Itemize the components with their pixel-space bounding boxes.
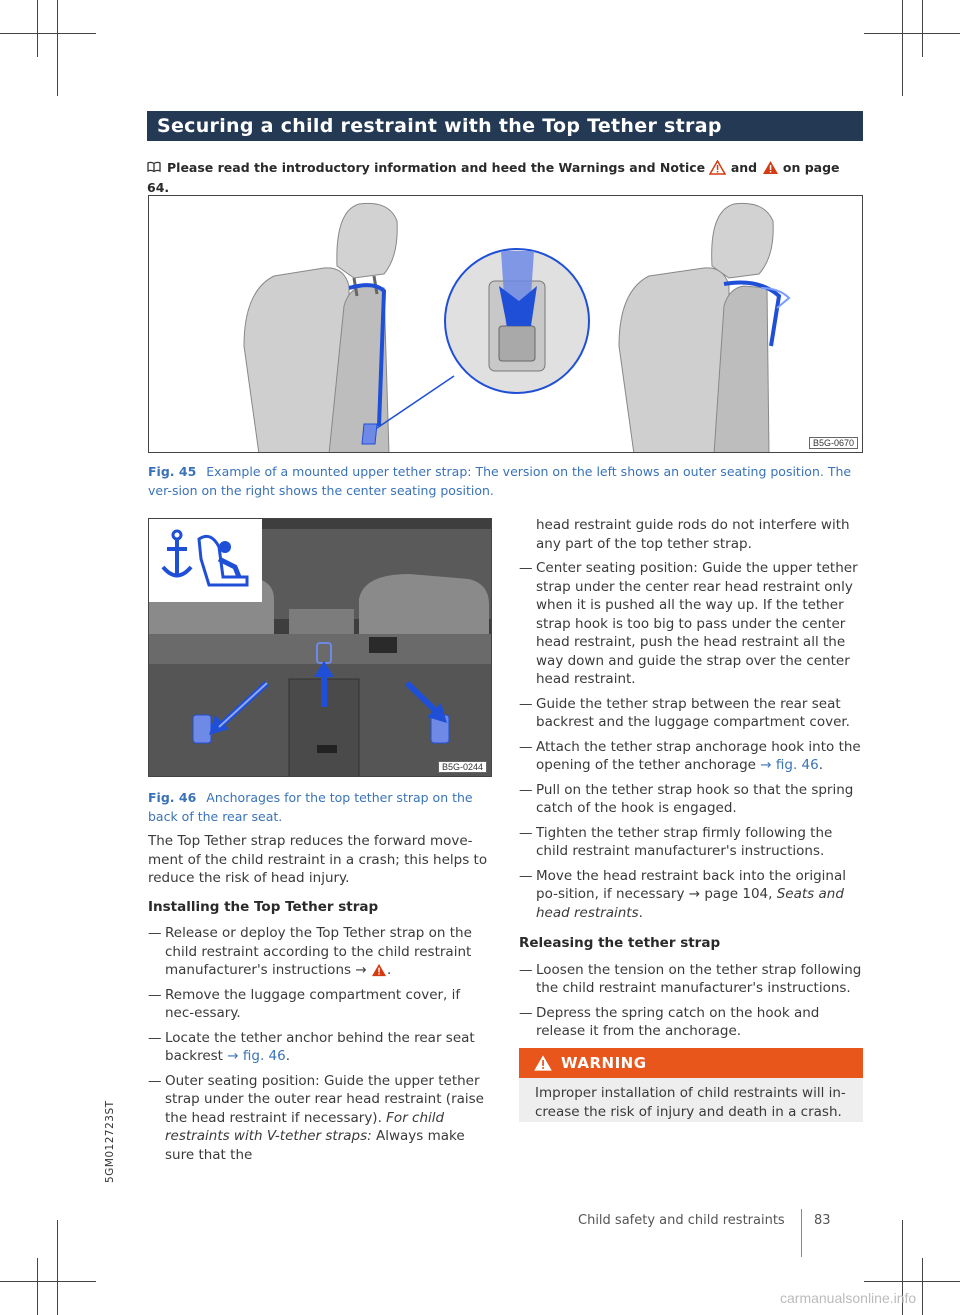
intro-suffix: on page 64.: [147, 160, 840, 195]
list-item: — Loosen the tension on the tether strap following the child restraint manufacturer's instructions.: [519, 961, 864, 998]
crop-mark: [57, 0, 58, 96]
figure-45-caption-text: Example of a mounted upper tether strap: The version on the left shows an outer seating position. The ver-sion on the right shows the center seating position.: [148, 464, 852, 498]
list-item: — Locate the tether anchor behind the rear seat backrest → fig. 46.: [148, 1029, 493, 1066]
chapter-name: Child safety and child restraints: [578, 1213, 785, 1228]
seat-tether-drawing: [149, 196, 863, 453]
crop-mark: [0, 1281, 96, 1282]
intro-and: and: [730, 160, 758, 175]
crop-mark: [37, 0, 38, 57]
page-number: 83: [814, 1213, 831, 1228]
figure-code: B5G-0244: [438, 761, 487, 773]
section-title: Securing a child restraint with the Top Tether strap: [147, 111, 863, 141]
list-item: — Remove the luggage compartment cover, if nec-essary.: [148, 986, 493, 1023]
crop-mark: [37, 1258, 38, 1315]
list-item: — Attach the tether strap anchorage hook into the opening of the tether anchorage → fig. 46.: [519, 738, 864, 775]
list-item: — Tighten the tether strap firmly following the child restraint manufacturer's instructions.: [519, 824, 864, 861]
intro-line: [147, 158, 863, 198]
list-item: — Depress the spring catch on the hook and release it from the anchorage.: [519, 1004, 864, 1041]
left-column: [148, 832, 493, 1164]
book-icon: [147, 160, 161, 174]
figure-46-caption-text: Anchorages for the top tether strap on the back of the rear seat.: [148, 790, 473, 824]
warning-header: [519, 1048, 863, 1078]
italic-reference: Seats and head restraints: [536, 886, 844, 921]
side-document-code: 5GM012723ST: [104, 1100, 116, 1183]
list-item: — Release or deploy the Top Tether strap on the child restraint according to the child restraint manufacturer's instructions → .: [148, 924, 493, 980]
warning-title: WARNING: [561, 1054, 647, 1072]
crop-mark: [902, 0, 903, 96]
list-item: — Outer seating position: Guide the upper tether strap under the outer rear head restraint (raise the head restraint if necessary). For child restraints with V-tether straps: Always make sure that the: [148, 1072, 493, 1165]
list-item: — Guide the tether strap between the rear seat backrest and the luggage compartment cover.: [519, 695, 864, 732]
crop-mark: [0, 33, 96, 34]
notice-outline-icon[interactable]: [709, 160, 726, 175]
watermark: carmanualsonline.info: [780, 1290, 917, 1306]
arrow-icon: →: [227, 1048, 239, 1064]
list-item: — Center seating position: Guide the upper tether strap under the center rear head restraint only when it is pushed all the way up. If the tether strap hook is too big to pass under the center head restraint, push the head restraint all the way down and guide the strap over the center head restraint.: [519, 559, 864, 689]
footer-divider: [801, 1209, 802, 1257]
warning-filled-icon[interactable]: [371, 963, 387, 977]
figure-45-illustration: [148, 195, 863, 453]
arrow-icon: →: [760, 757, 772, 773]
right-column: [519, 516, 864, 1041]
list-item: — Pull on the tether strap hook so that the spring catch of the hook is engaged.: [519, 781, 864, 818]
intro-prefix: Please read the introductory information and heed the Warnings and Notice: [167, 160, 706, 175]
crop-mark: [864, 33, 960, 34]
figure-45-label: Fig. 45: [148, 464, 197, 479]
crop-mark: [57, 1220, 58, 1315]
figure-code: B5G-0670: [809, 437, 858, 449]
rear-seat-anchorage-drawing: [149, 519, 492, 777]
figure-46-caption: [148, 788, 478, 826]
heading-installing: Installing the Top Tether strap: [148, 898, 379, 915]
crop-mark: [864, 1281, 960, 1282]
list-item: — Move the head restraint back into the original po-sition, if necessary → page 104, Seats and head restraints.: [519, 867, 864, 923]
warning-filled-icon[interactable]: [762, 160, 779, 175]
crop-mark: [922, 0, 923, 57]
figure-45-caption: [148, 462, 863, 500]
arrow-icon: →: [355, 962, 367, 978]
continued-item: head restraint guide rods do not interfere with any part of the top tether strap.: [536, 517, 850, 552]
figure-46-photo: [148, 518, 492, 777]
intro-paragraph: The Top Tether strap reduces the forward move-ment of the child restraint in a crash; this helps to reduce the risk of head injury.: [148, 833, 488, 886]
crop-mark: [922, 1258, 923, 1315]
figure-46-label: Fig. 46: [148, 790, 197, 805]
page-104-link[interactable]: → page 104,: [688, 886, 773, 902]
warning-text: Improper installation of child restraints will in-crease the risk of injury and death in a crash.: [519, 1078, 863, 1122]
warning-icon: [533, 1054, 553, 1072]
heading-releasing: Releasing the tether strap: [519, 935, 721, 951]
arrow-icon: →: [688, 886, 701, 902]
fig-46-link[interactable]: → fig. 46: [760, 757, 819, 773]
fig-46-link[interactable]: → fig. 46: [227, 1048, 286, 1064]
italic-note: For child restraints with V-tether straps:: [165, 1109, 445, 1144]
